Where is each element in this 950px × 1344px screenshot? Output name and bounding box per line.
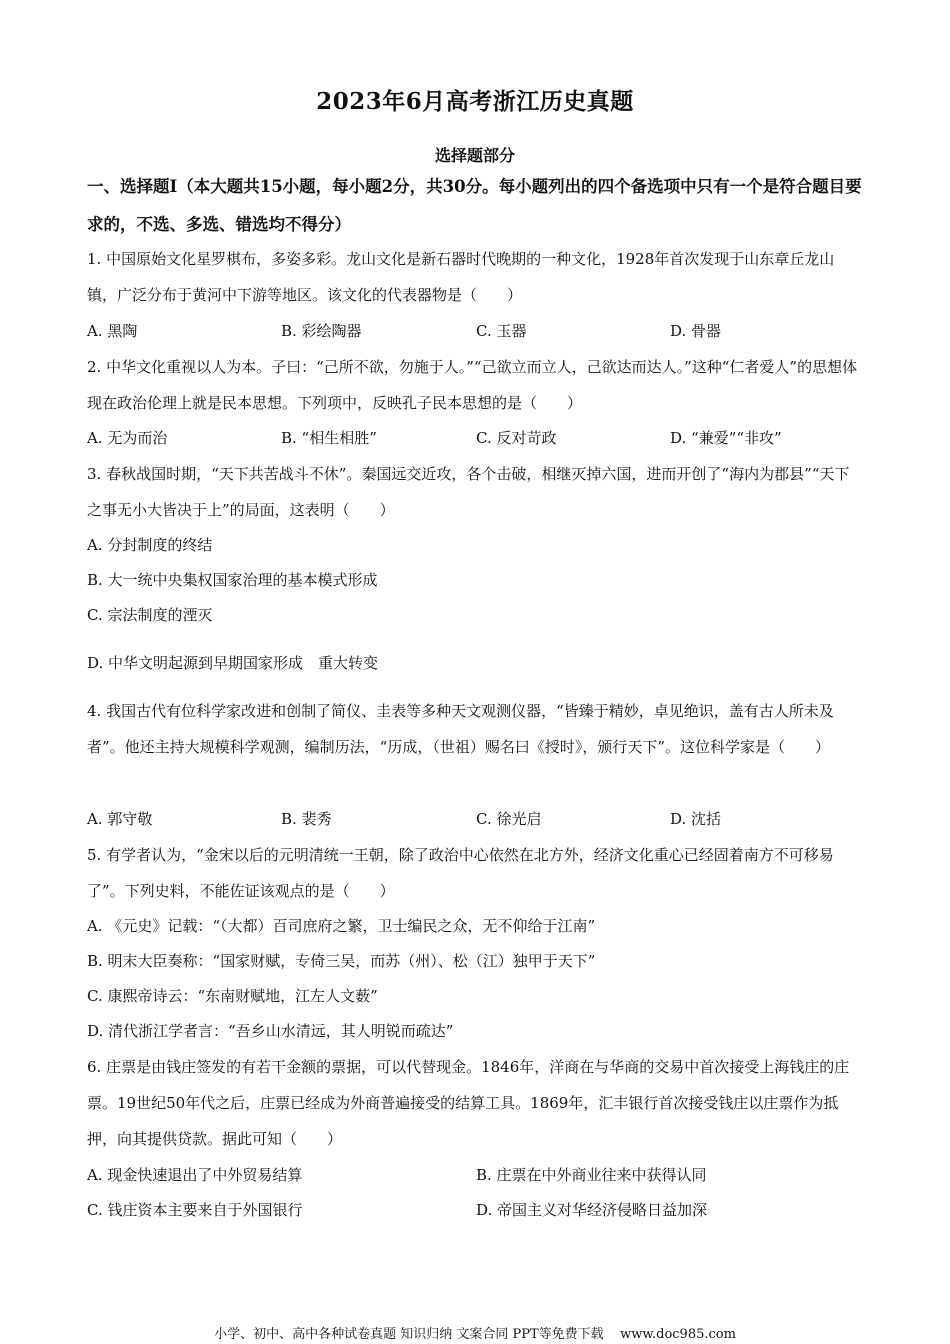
- option-b: B. 明末大臣奏称：“国家财赋，专倚三吴，而苏（州）、松（江）独甲于天下”: [87, 952, 596, 970]
- question-6-options-row2: [87, 1197, 863, 1223]
- option-b: B. 裴秀: [281, 810, 332, 828]
- option-d: D. 中华文明起源到早期国家形成 重大转变: [87, 654, 379, 672]
- question-6-stem: 6. 庄票是由钱庄签发的有若干金额的票据，可以代替现金。1846年，洋商在与华商的交易中首次接受上海钱庄的庄票。19世纪50年代之后，庄票已经成为外商普遍接受的结算工具。1869年，汇丰银行首次接受钱庄以庄票作为抵押，向其提供贷款。据此可知（ ）: [87, 1058, 850, 1148]
- option-d: D. 沈括: [670, 810, 722, 828]
- option-d: D. “兼爱”“非攻”: [670, 429, 782, 447]
- question-2-stem: 2. 中华文化重视以人为本。子曰：“己所不欲，勿施于人。”“己欲立而立人，己欲达而达人。”这种“仁者爱人”的思想体现在政治伦理上就是民本思想。下列项中，反映孔子民本思想的是（ ）: [87, 358, 858, 412]
- option-c: C. 玉器: [476, 322, 527, 340]
- page-footer: 小学、初中、高中各种试卷真题 知识归纳 文案合同 PPT等免费下载 www.doc985.com: [214, 1327, 736, 1342]
- option-c: C. 宗法制度的湮灭: [87, 606, 213, 624]
- option-c: C. 反对苛政: [476, 429, 557, 447]
- question-4-stem: 4. 我国古代有位科学家改进和创制了简仪、圭表等多种天文观测仪器，“皆臻于精妙，卓见绝识，盖有古人所未及者”。他还主持大规模科学观测，编制历法，“历成，（世祖）赐名曰《授时》，颁行天下”。这位科学家是（ ）: [87, 702, 834, 756]
- question-2-options: [87, 425, 863, 451]
- option-b: B. 大一统中央集权国家治理的基本模式形成: [87, 571, 378, 589]
- option-b: B. 彩绘陶器: [281, 322, 362, 340]
- question-5-stem: 5. 有学者认为，“金宋以后的元明清统一王朝，除了政治中心依然在北方外，经济文化重心已经固着南方不可移易了”。下列史料，不能佐证该观点的是（ ）: [87, 846, 834, 900]
- question-4-options: [87, 806, 863, 832]
- option-a: A. 《元史》记载：“（大都）百司庶府之繁，卫士编民之众，无不仰给于江南”: [87, 917, 596, 935]
- option-d: D. 帝国主义对华经济侵略日益加深: [476, 1201, 708, 1219]
- section-subtitle: 选择题部分: [434, 146, 515, 165]
- option-b: B. 庄票在中外商业往来中获得认同: [476, 1166, 707, 1184]
- section-header: 一、选择题Ⅰ（本大题共15小题，每小题2分，共30分。每小题列出的四个备选项中只有一个是符合题目要求的，不选、多选、错选均不得分）: [87, 177, 862, 234]
- option-a: A. 无为而治: [87, 429, 168, 447]
- option-d: D. 清代浙江学者言：“吾乡山水清远，其人明锐而疏达”: [87, 1022, 454, 1040]
- option-d: D. 骨器: [670, 322, 722, 340]
- option-a: A. 分封制度的终结: [87, 536, 213, 554]
- option-a: A. 郭守敬: [87, 810, 153, 828]
- option-c: C. 徐光启: [476, 810, 542, 828]
- option-c: C. 钱庄资本主要来自于外国银行: [87, 1201, 303, 1219]
- option-b: B. “相生相胜”: [281, 429, 377, 447]
- question-1-options: [87, 318, 863, 344]
- question-3-stem: 3. 春秋战国时期，“天下共苦战斗不休”。秦国远交近攻，各个击破，相继灭掉六国，进而开创了“海内为郡县”“天下之事无小大皆决于上”的局面，这表明（ ）: [87, 465, 850, 519]
- question-6-options-row1: [87, 1162, 863, 1188]
- option-a: A. 黑陶: [87, 322, 138, 340]
- question-1-stem: 1. 中国原始文化星罗棋布，多姿多彩。龙山文化是新石器时代晚期的一种文化，1928年首次发现于山东章丘龙山镇，广泛分布于黄河中下游等地区。该文化的代表器物是（ ）: [87, 250, 835, 304]
- option-a: A. 现金快速退出了中外贸易结算: [87, 1166, 303, 1184]
- option-c: C. 康熙帝诗云：“东南财赋地，江左人文薮”: [87, 987, 378, 1005]
- page-title: 2023年6月高考浙江历史真题: [316, 88, 634, 115]
